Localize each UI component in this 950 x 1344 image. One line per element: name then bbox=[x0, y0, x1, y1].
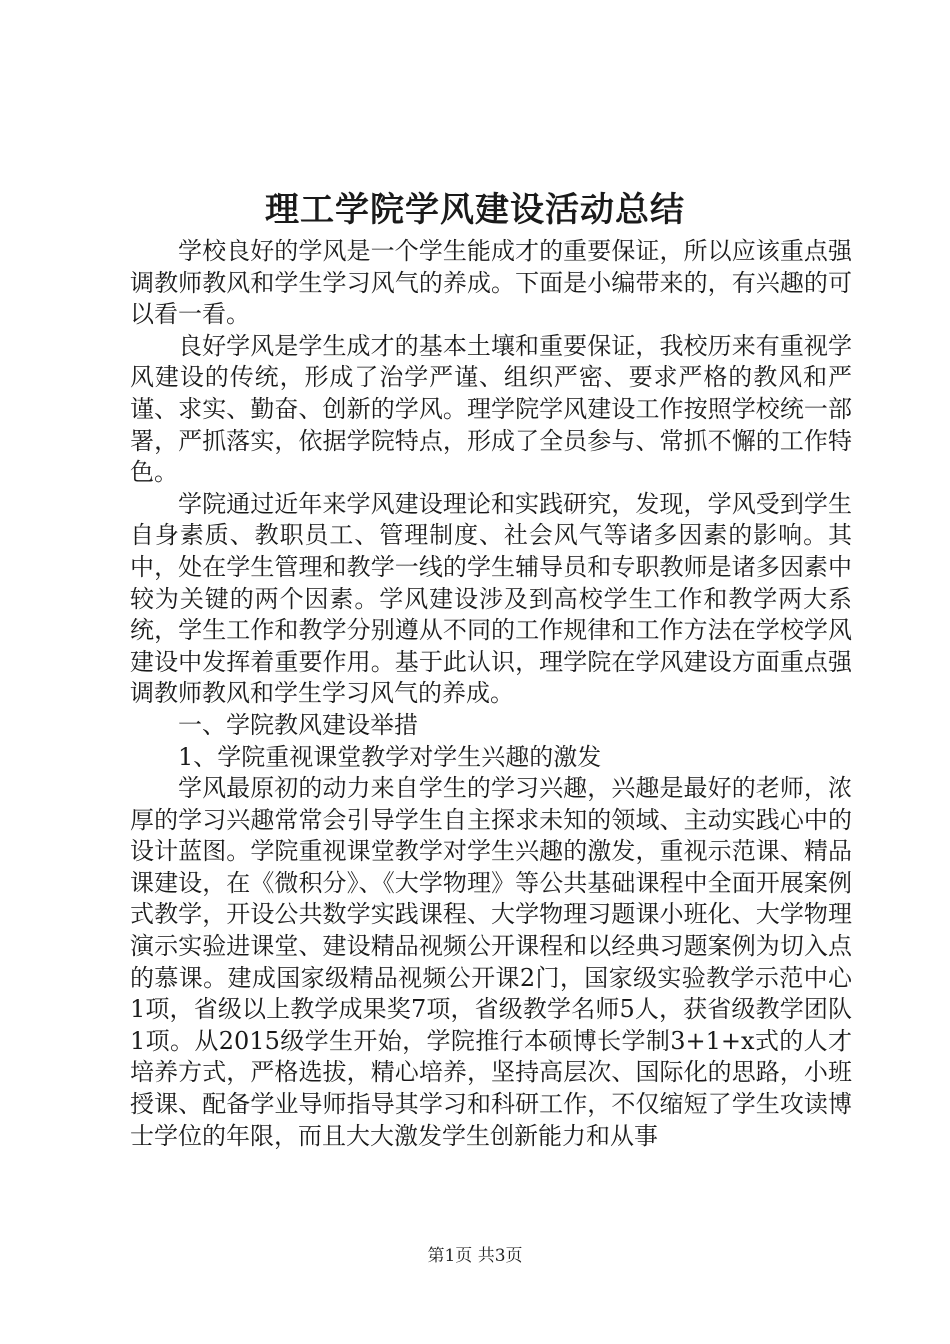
document-body bbox=[130, 236, 852, 1152]
paragraph-intro: 学校良好的学风是一个学生能成才的重要保证，所以应该重点强调教师教风和学生学习风气的养成。下面是小编带来的，有兴趣的可以看一看。 bbox=[130, 237, 852, 329]
paragraph-research: 学院通过近年来学风建设理论和实践研究，发现，学风受到学生自身素质、教职员工、管理制度、社会风气等诸多因素的影响。其中，处在学生管理和教学一线的学生辅导员和专职教师是诸多因素中较为关键的两个因素。学风建设涉及到高校学生工作和教学两大系统，学生工作和教学分别遵从不同的工作规律和工作方法在学校学风建设中发挥着重要作用。基于此认识，理学院在学风建设方面重点强调教师教风和学生学习风气的养成。 bbox=[130, 489, 852, 708]
paragraph-tradition: 良好学风是学生成才的基本土壤和重要保证，我校历来有重视学风建设的传统，形成了治学严谨、组织严密、要求严格的教风和严谨、求实、勤奋、创新的学风。理学院学风建设工作按照学校统一部署，严抓落实，依据学院特点，形成了全员参与、常抓不懈的工作特色。 bbox=[130, 331, 852, 487]
section-heading: 一、学院教风建设举措 bbox=[178, 710, 418, 739]
subsection-heading: 1、学院重视课堂教学对学生兴趣的激发 bbox=[178, 742, 602, 771]
document-title: 理工学院学风建设活动总结 bbox=[265, 190, 685, 230]
paragraph-classroom: 学风最原初的动力来自学生的学习兴趣，兴趣是最好的老师，浓厚的学习兴趣常常会引导学生自主探求未知的领域、主动实践心中的设计蓝图。学院重视课堂教学对学生兴趣的激发，重视示范课、精品课建设，在《微积分》、《大学物理》等公共基础课程中全面开展案例式教学，开设公共数学实践课程、大学物理习题课小班化、大学物理演示实验进课堂、建设精品视频公开课程和以经典习题案例为切入点的慕课。建成国家级精品视频公开课2门，国家级实验教学示范中心1项，省级以上教学成果奖7项，省级教学名师5人，获省级教学团队1项。从2015级学生开始，学院推行本硕博长学制3+1+x式的人才培养方式，严格选拔，精心培养，坚持高层次、国际化的思路，小班授课、配备学业导师指导其学习和科研工作，不仅缩短了学生攻读博士学位的年限，而且大大激发学生创新能力和从事 bbox=[130, 774, 852, 1150]
page-number: 第1页 共3页 bbox=[427, 1246, 523, 1266]
